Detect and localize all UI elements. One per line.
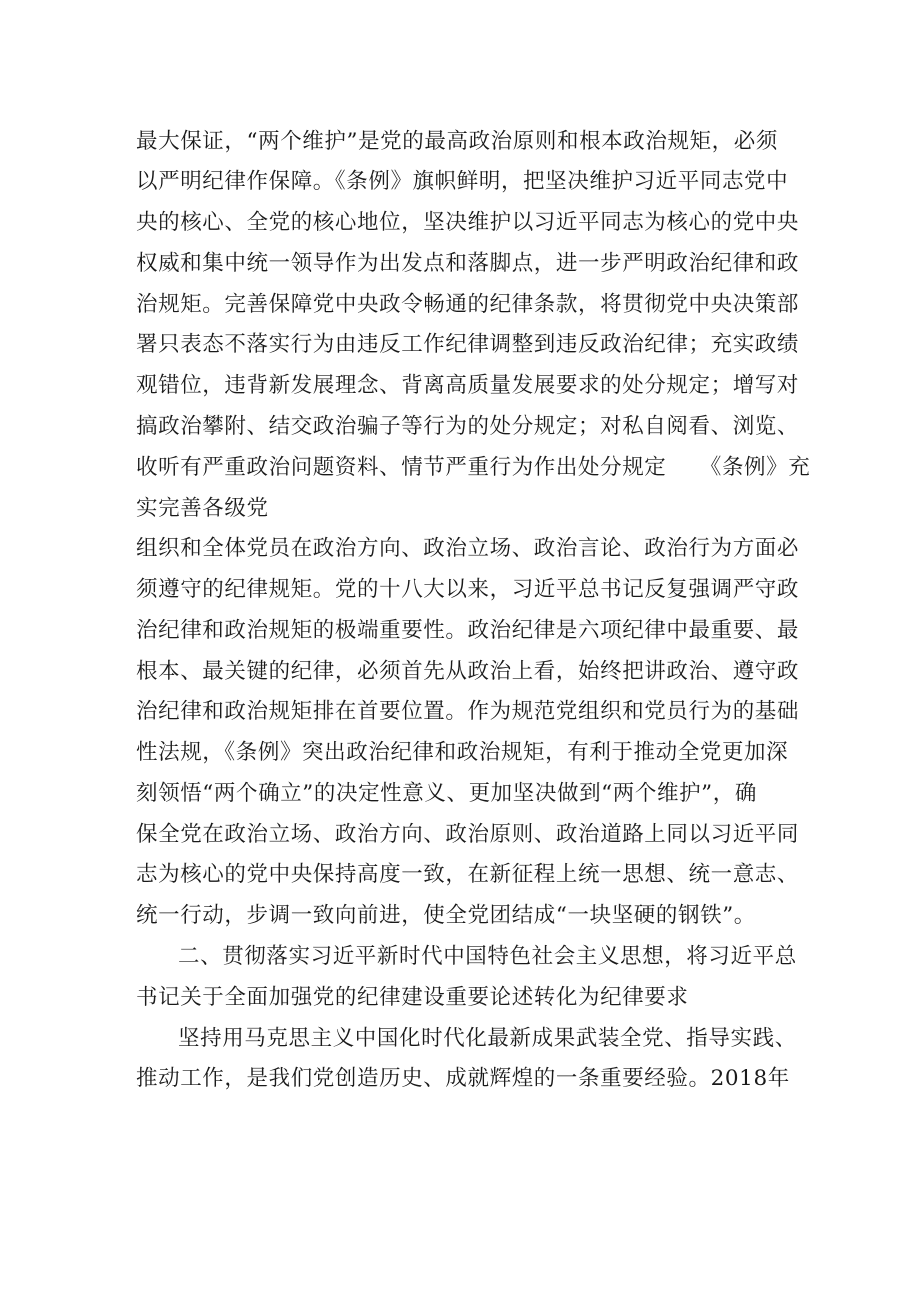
section-heading-line: 书记关于全面加强党的纪律建设重要论述转化为纪律要求: [136, 985, 689, 1010]
text-line: 治规矩。完善保障党中央政令畅通的纪律条款，将贯彻党中央决策部: [136, 292, 800, 317]
text-line: 收听有严重政治问题资料、情节严重行为作出处分规定 《条例》充: [136, 455, 811, 480]
text-line: 保全党在政治立场、政治方向、政治原则、政治道路上同以习近平同: [136, 822, 800, 847]
text-line: 根本、最关键的纪律，必须首先从政治上看，始终把讲政治、遵守政: [136, 659, 800, 684]
text-line: 推动工作，是我们党创造历史、成就辉煌的一条重要经验。2018年: [136, 1066, 790, 1091]
text-line: 坚持用马克思主义中国化时代化最新成果武装全党、指导实践、: [178, 1026, 797, 1051]
text-line: 统一行动，步调一致向前进，使全党团结成“一块坚硬的钢铁”。: [136, 903, 756, 928]
text-line: 须遵守的纪律规矩。党的十八大以来，习近平总书记反复强调严守政: [136, 577, 800, 602]
text-line: 以严明纪律作保障。《条例》旗帜鲜明，把坚决维护习近平同志党中: [136, 169, 789, 194]
text-line: 志为核心的党中央保持高度一致，在新征程上统一思想、统一意志、: [136, 862, 800, 887]
section-heading-line: 二、贯彻落实习近平新时代中国特色社会主义思想，将习近平总: [178, 944, 797, 969]
text-line: 搞政治攀附、结交政治骗子等行为的处分规定；对私自阅看、浏览、: [136, 414, 800, 439]
text-line: 最大保证，“两个维护”是党的最高政治原则和根本政治规矩，必须: [136, 129, 778, 154]
text-line: 署只表态不落实行为由违反工作纪律调整到违反政治纪律；充实政绩: [136, 332, 800, 357]
text-line: 观错位，违背新发展理念、背离高质量发展要求的处分规定；增写对: [136, 373, 800, 398]
text-line: 央的核心、全党的核心地位，坚决维护以习近平同志为核心的党中央: [136, 210, 800, 235]
text-line: 组织和全体党员在政治方向、政治立场、政治言论、政治行为方面必: [136, 536, 800, 561]
text-line: 实完善各级党: [136, 496, 269, 521]
text-line: 治纪律和政治规矩的极端重要性。政治纪律是六项纪律中最重要、最: [136, 618, 800, 643]
text-line: 性法规，《条例》突出政治纪律和政治规矩，有利于推动全党更加深: [136, 740, 789, 765]
text-line: 治纪律和政治规矩排在首要位置。作为规范党组织和党员行为的基础: [136, 699, 800, 724]
text-line: 权威和集中统一领导作为出发点和落脚点，进一步严明政治纪律和政: [136, 251, 800, 276]
text-line: 刻领悟“两个确立”的决定性意义、更加坚决做到“两个维护”，确: [136, 781, 757, 806]
